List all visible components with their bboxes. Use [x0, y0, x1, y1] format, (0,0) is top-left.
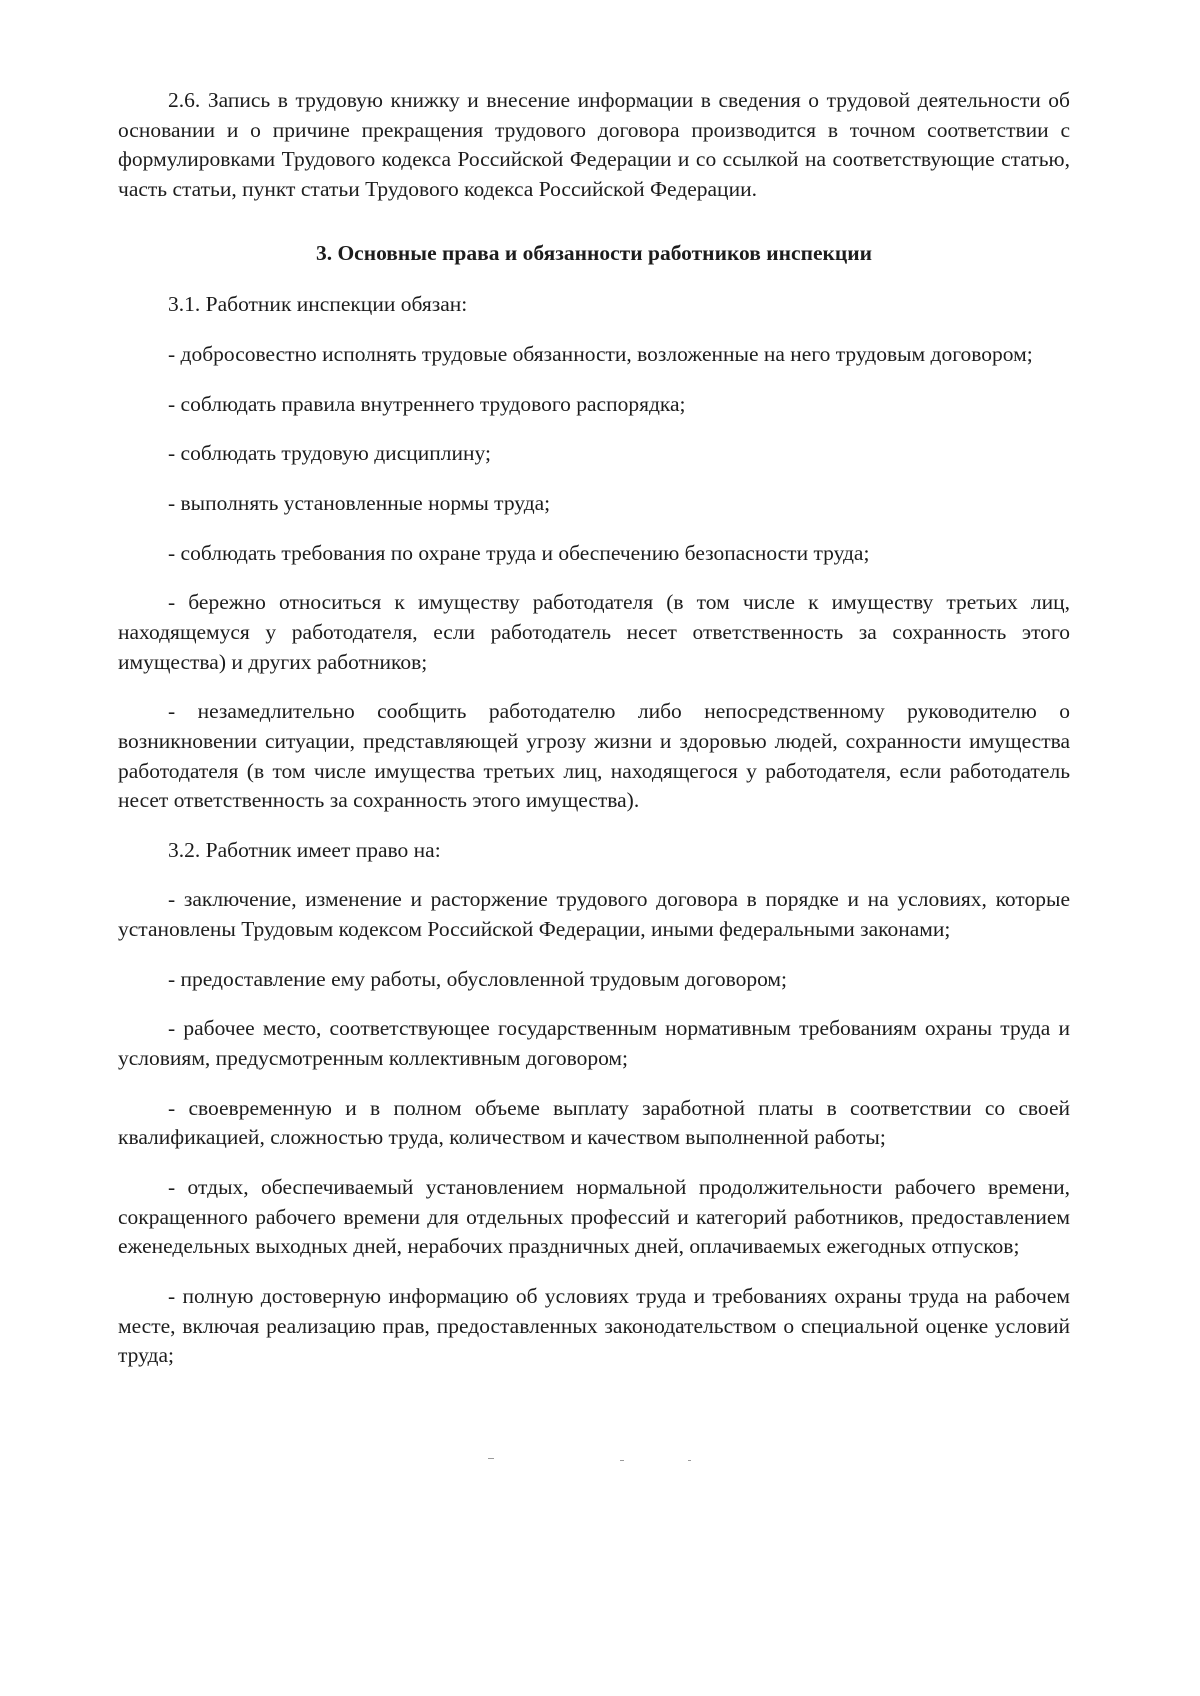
duty-item: - соблюдать трудовую дисциплину;	[168, 441, 491, 466]
duty-item: - бережно относиться к имуществу работодателя (в том числе к имуществу третьих лиц, находящемуся у работодателя, если работодатель несет ответственность за сохранность этого имущества) и других работников;	[118, 590, 1070, 674]
document-page	[118, 86, 1070, 1391]
scan-speck	[620, 1460, 624, 1461]
duty-item: - незамедлительно сообщить работодателю либо непосредственному руководителю о возникновении ситуации, представляющей угрозу жизни и здоровью людей, сохранности имущества работодателя (в том числе имущества третьих лиц, находящегося у работодателя, если работодатель несет ответственность за сохранность этого имущества).	[118, 699, 1070, 813]
scan-speck	[488, 1458, 494, 1459]
right-item: - рабочее место, соответствующее государственным нормативным требованиям охраны труда и условиям, предусмотренным коллективным договором;	[118, 1016, 1070, 1071]
scan-speck	[688, 1460, 691, 1461]
rights-list	[118, 885, 1070, 1371]
section-3-heading: 3. Основные права и обязанности работников инспекции	[315, 240, 873, 265]
right-item: - своевременную и в полном объеме выплату заработной платы в соответствии со своей квалификацией, сложностью труда, количеством и качеством выполненной работы;	[118, 1095, 1070, 1150]
paragraph-2-6: 2.6. Запись в трудовую книжку и внесение информации в сведения о трудовой деятельности об основании и о причине прекращения трудового договора производится в точном соответствии с формулировками Трудового кодекса Российской Федерации и со ссылкой на соответствующие статью, часть статьи, пункт статьи Трудового кодекса Российской Федерации.	[118, 88, 1070, 201]
right-item: - отдых, обеспечиваемый установлением нормальной продолжительности рабочего времени, сокращенного рабочего времени для отдельных профессий и категорий работников, предоставлением еженедельных выходных дней, нерабочих праздничных дней, оплачиваемых ежегодных отпусков;	[118, 1175, 1070, 1259]
duty-item: - выполнять установленные нормы труда;	[168, 490, 551, 515]
right-item: - предоставление ему работы, обусловленной трудовым договором;	[168, 966, 788, 991]
right-item: - полную достоверную информацию об условиях труда и требованиях охраны труда на рабочем месте, включая реализацию прав, предоставленных законодательством о специальной оценке условий труда;	[118, 1284, 1070, 1368]
right-item: - заключение, изменение и расторжение трудового договора в порядке и на условиях, которые установлены Трудовым кодексом Российской Федерации, иными федеральными законами;	[118, 887, 1070, 942]
duty-item: - соблюдать правила внутреннего трудового распорядка;	[168, 391, 686, 416]
clause-3-1-heading: 3.1. Работник инспекции обязан:	[168, 292, 468, 317]
duty-item: - добросовестно исполнять трудовые обязанности, возложенные на него трудовым договором;	[168, 341, 1033, 366]
clause-3-2-heading: 3.2. Работник имеет право на:	[168, 837, 441, 862]
duty-item: - соблюдать требования по охране труда и обеспечению безопасности труда;	[168, 540, 870, 565]
duties-list	[118, 340, 1070, 816]
